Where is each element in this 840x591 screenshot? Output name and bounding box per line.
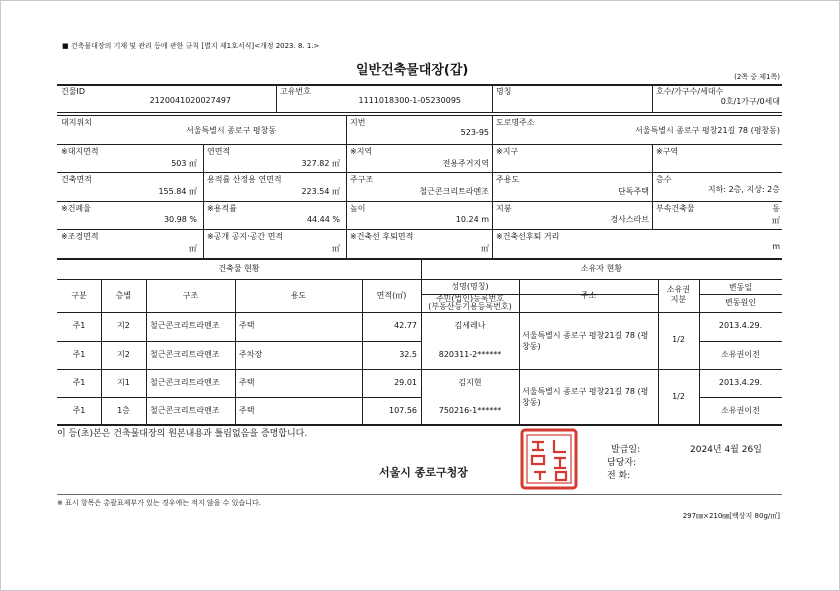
col-share-2: 지분	[670, 295, 687, 304]
row-1-floor: 지2	[117, 321, 130, 330]
height-label: 높이	[350, 204, 366, 213]
row-4-area: 107.56	[389, 406, 417, 415]
main-structure: 철근콘크리트라멘조	[419, 187, 489, 196]
main-use-label: 주용도	[496, 175, 520, 184]
floors: 지하: 2층, 지상: 2층	[707, 185, 780, 194]
col-change-reason: 변동원인	[725, 298, 756, 307]
col-owner-name: 성명(명칭)	[451, 282, 489, 291]
building-status-heading: 건축물 현황	[218, 264, 260, 273]
floor-area-ratio: 44.44 %	[306, 215, 340, 224]
row-3-floor: 지1	[117, 378, 130, 387]
landscape-area-label: ※조경면적	[61, 232, 99, 241]
annex-label: 부속건축물	[656, 204, 695, 213]
row-4-use: 주택	[239, 406, 255, 415]
far-floor-area-label: 용적률 산정용 연면적	[207, 175, 282, 184]
site-location: 서울특별시 종로구 평창동	[186, 126, 277, 135]
floor-area: 327.82 ㎡	[301, 159, 340, 168]
col-owner-registry-id: (부동산등기용등록번호)	[428, 302, 512, 311]
roof: 경사스라브	[610, 215, 649, 224]
row-2-floor: 지2	[117, 350, 130, 359]
floors-label: 층수	[656, 175, 672, 184]
road-address: 서울특별시 종로구 평창21길 78 (평창동)	[635, 126, 780, 135]
issue-date-label: 발급일:	[611, 445, 641, 455]
owner-2-reg-no: 750216-1******	[438, 406, 502, 415]
row-1-structure: 철근콘크리트라멘조	[150, 321, 220, 330]
paper-spec: 297㎜×210㎜[백상지 80g/㎡]	[682, 512, 780, 520]
row-4-type: 주1	[72, 406, 86, 415]
unique-no-label: 고유번호	[280, 87, 311, 96]
setback-area-label: ※건축선 후퇴면적	[350, 232, 414, 241]
far-floor-area: 223.54 ㎡	[301, 187, 340, 196]
row-3-area: 29.01	[394, 378, 417, 387]
zone: 전용주거지역	[442, 159, 489, 168]
building-area: 155.84 ㎡	[158, 187, 197, 196]
col-share: 소유권	[666, 285, 691, 294]
floor-area-label: 연면적	[207, 147, 231, 156]
row-3-type: 주1	[72, 378, 86, 387]
owner-1-name: 김세레나	[454, 321, 486, 330]
officer-label: 담당자:	[607, 458, 637, 468]
floor-area-ratio-label: ※용적률	[207, 204, 237, 213]
row-2-type: 주1	[72, 350, 86, 359]
row-1-type: 주1	[72, 321, 86, 330]
units-label: 호수/가구수/세대수	[656, 87, 724, 96]
owner-1-change-date: 2013.4.29.	[718, 321, 763, 330]
col-structure: 구조	[182, 291, 199, 300]
owner-2-share: 1/2	[672, 392, 685, 401]
row-2-use: 주차장	[239, 350, 263, 359]
landscape-area-unit: ㎡	[189, 244, 197, 253]
certification-text: 이 등(초)본은 건축물대장의 원본내용과 틀림없음을 증명합니다.	[57, 429, 308, 439]
district-label: ※지구	[496, 147, 519, 156]
height: 10.24 m	[455, 215, 489, 224]
owner-2-change-reason: 소유권이전	[721, 406, 760, 415]
owner-1-share: 1/2	[672, 335, 685, 344]
open-space-label: ※공개 공지·공간 면적	[207, 232, 284, 241]
col-type: 구분	[71, 291, 87, 300]
site-location-label: 대지위치	[61, 118, 92, 127]
setback-distance-unit: m	[772, 242, 780, 251]
annex-count-unit: 동	[772, 204, 780, 213]
owner-1-change-reason: 소유권이전	[721, 350, 760, 359]
owner-2-change-date: 2013.4.29.	[718, 378, 763, 387]
unique-no: 1111018300-1-05230095	[358, 96, 461, 105]
building-id-label: 건물ID	[61, 87, 85, 96]
form-note: ■ 건축물대장의 기재 및 관리 등에 관한 규칙 [별지 제1호서식]<개정 2023. 8. 1.>	[62, 42, 320, 50]
col-use: 용도	[290, 291, 307, 300]
units-value: 0호/1가구/0세대	[720, 97, 780, 106]
phone-label: 전 화:	[607, 471, 631, 481]
main-use: 단독주택	[618, 187, 649, 196]
owner-2-address: 서울특별시 종로구 평창21길 78 (평창동)	[522, 387, 649, 407]
setback-area-unit: ㎡	[481, 244, 489, 253]
lot-number-label: 지번	[350, 118, 366, 127]
owner-2-name: 김지현	[458, 378, 482, 387]
area-label: ※구역	[656, 147, 679, 156]
setback-distance-label: ※건축선후퇴 거리	[496, 232, 560, 241]
row-4-structure: 철근콘크리트라멘조	[150, 406, 220, 415]
row-2-structure: 철근콘크리트라멘조	[150, 350, 220, 359]
main-structure-label: 주구조	[350, 175, 374, 184]
road-address-label: 도로명주소	[496, 118, 535, 127]
building-name-label: 명칭	[496, 87, 512, 96]
row-3-use: 주택	[239, 378, 255, 387]
issue-date: 2024년 4월 26일	[690, 445, 762, 455]
lot-number: 523-95	[460, 128, 489, 137]
open-space-unit: ㎡	[332, 244, 340, 253]
building-area-label: 건축면적	[61, 175, 92, 184]
building-id: 2120041020027497	[149, 96, 231, 105]
col-change-date: 변동일	[728, 283, 753, 292]
row-3-structure: 철근콘크리트라멘조	[150, 378, 220, 387]
roof-label: 지붕	[496, 204, 512, 213]
zone-label: ※지역	[350, 147, 373, 156]
row-2-area: 32.5	[399, 350, 417, 359]
official-seal	[520, 428, 578, 490]
document-title: 일반건축물대장(갑)	[356, 63, 469, 78]
site-area: 503 ㎡	[171, 159, 197, 168]
row-1-use: 주택	[239, 321, 255, 330]
col-area: 면적(㎡)	[376, 291, 407, 300]
col-owner-id: 주민(법인)등록번호	[435, 294, 505, 303]
col-address: 주소	[580, 291, 597, 300]
building-coverage: 30.98 %	[163, 215, 197, 224]
page-info: (2쪽 중 제1쪽)	[734, 73, 780, 81]
owner-1-address: 서울특별시 종로구 평창21길 78 (평창동)	[522, 331, 649, 351]
row-4-floor: 1층	[117, 406, 130, 415]
issuer-name: 서울시 종로구청장	[379, 466, 468, 479]
annex-area-unit: ㎡	[772, 216, 780, 225]
row-1-area: 42.77	[394, 321, 417, 330]
col-floor: 층별	[115, 291, 132, 300]
site-area-label: ※대지면적	[61, 147, 99, 156]
owner-1-reg-no: 820311-2******	[438, 350, 502, 359]
owner-status-heading: 소유자 현황	[580, 264, 623, 273]
building-coverage-label: ※건폐율	[61, 204, 91, 213]
footnote: ※ 표시 항목은 총괄표제부가 있는 경우에는 적지 않을 수 있습니다.	[57, 499, 261, 507]
